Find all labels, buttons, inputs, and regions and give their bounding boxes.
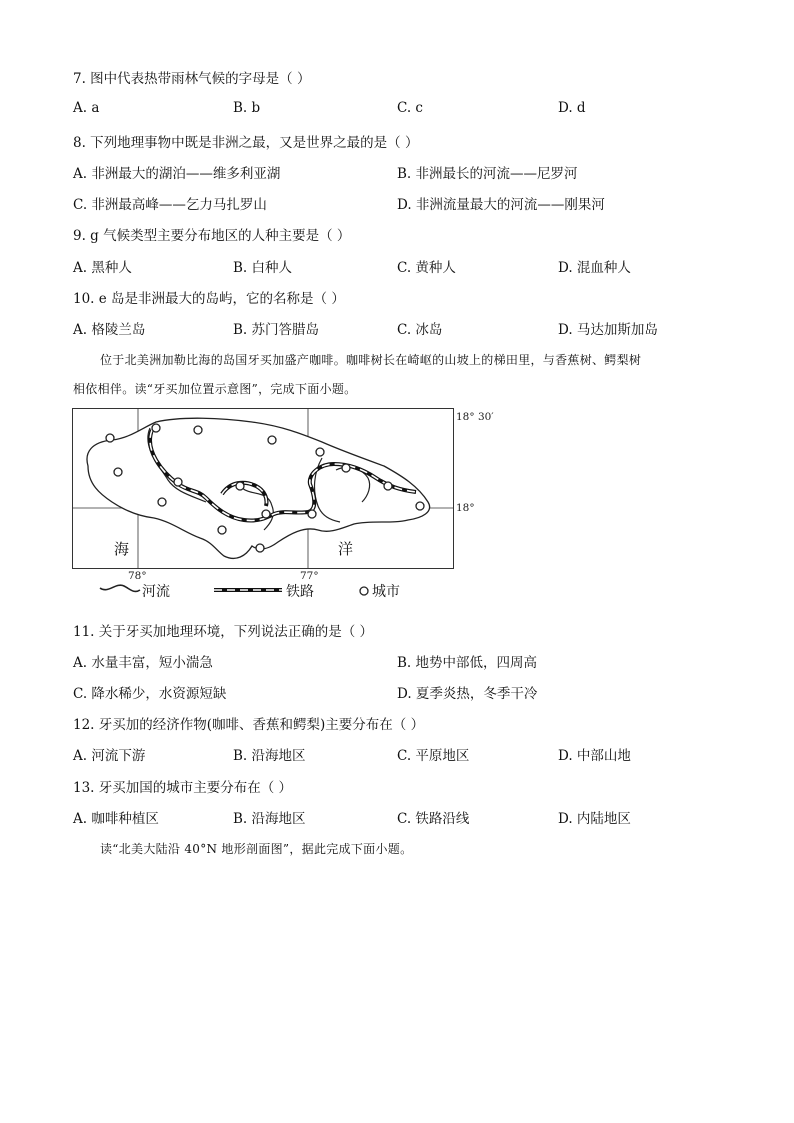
question-11-option-b[interactable]: B. 地势中部低，四周高 — [397, 655, 538, 671]
question-12-option-c[interactable]: C. 平原地区 — [397, 748, 470, 764]
question-13-option-a[interactable]: A. 咖啡种植区 — [73, 811, 159, 827]
question-10-option-a[interactable]: A. 格陵兰岛 — [73, 322, 146, 338]
city-marker — [158, 498, 166, 506]
city-marker — [152, 424, 160, 432]
question-7-option-b[interactable]: B. b — [233, 100, 261, 116]
city-marker — [268, 436, 276, 444]
jamaica-location-map — [72, 406, 502, 602]
city-marker — [342, 464, 350, 472]
question-8-option-a[interactable]: A. 非洲最大的湖泊——维多利亚湖 — [73, 166, 281, 182]
latitude-label-mid: 18° — [456, 502, 475, 514]
question-13-stem: 13. 牙买加国的城市主要分布在（ ） — [73, 780, 293, 796]
profile-intro: 读“北美大陆沿 40°N 地形剖面图”，据此完成下面小题。 — [100, 842, 413, 856]
question-10-option-c[interactable]: C. 冰岛 — [397, 322, 443, 338]
longitude-label-77: 77° — [300, 570, 319, 582]
question-9-stem: 9. g 气候类型主要分布地区的人种主要是（ ） — [73, 228, 351, 244]
question-7-stem: 7. 图中代表热带雨林气候的字母是（ ） — [73, 71, 311, 87]
question-12-option-a[interactable]: A. 河流下游 — [73, 748, 146, 764]
legend-river-symbol — [100, 585, 140, 591]
question-13-option-d[interactable]: D. 内陆地区 — [558, 811, 631, 827]
city-marker — [316, 448, 324, 456]
city-marker — [194, 426, 202, 434]
legend-railway-label: 铁路 — [286, 584, 314, 600]
legend-city-symbol — [360, 587, 368, 595]
city-marker — [106, 434, 114, 442]
question-10-option-b[interactable]: B. 苏门答腊岛 — [233, 322, 320, 338]
longitude-label-78: 78° — [128, 570, 147, 582]
city-marker — [218, 526, 226, 534]
question-12-option-d[interactable]: D. 中部山地 — [558, 748, 631, 764]
legend-river-label: 河流 — [142, 584, 170, 600]
question-12-option-b[interactable]: B. 沿海地区 — [233, 748, 306, 764]
city-marker — [174, 478, 182, 486]
city-marker — [256, 544, 264, 552]
legend-city-label: 城市 — [372, 584, 400, 600]
sea-label-left: 海 — [114, 540, 130, 558]
city-marker — [416, 502, 424, 510]
question-7-option-a[interactable]: A. a — [73, 100, 100, 116]
question-8-stem: 8. 下列地理事物中既是非洲之最，又是世界之最的是（ ） — [73, 135, 419, 151]
question-9-option-a[interactable]: A. 黑种人 — [73, 260, 132, 276]
question-7-option-d[interactable]: D. d — [558, 100, 586, 116]
question-11-option-c[interactable]: C. 降水稀少，水资源短缺 — [73, 686, 227, 702]
latitude-label-top: 18° 30′ — [456, 411, 494, 423]
jamaica-intro-line-2: 相依相伴。读“牙买加位置示意图”，完成下面小题。 — [73, 382, 357, 396]
city-marker — [308, 510, 316, 518]
city-marker — [236, 482, 244, 490]
jamaica-intro-line-1: 位于北美洲加勒比海的岛国牙买加盛产咖啡。咖啡树长在崎岖的山坡上的梯田里，与香蕉树、鳄梨树 — [100, 353, 642, 367]
question-10-stem: 10. e 岛是非洲最大的岛屿，它的名称是（ ） — [73, 291, 345, 307]
city-marker — [262, 510, 270, 518]
question-10-option-d[interactable]: D. 马达加斯加岛 — [558, 322, 658, 338]
city-marker — [384, 482, 392, 490]
question-8-option-d[interactable]: D. 非洲流量最大的河流——刚果河 — [397, 197, 605, 213]
city-marker — [114, 468, 122, 476]
question-8-option-b[interactable]: B. 非洲最长的河流——尼罗河 — [397, 166, 578, 182]
sea-label-right: 洋 — [338, 540, 354, 558]
question-8-option-c[interactable]: C. 非洲最高峰——乞力马扎罗山 — [73, 197, 267, 213]
question-13-option-b[interactable]: B. 沿海地区 — [233, 811, 306, 827]
question-13-option-c[interactable]: C. 铁路沿线 — [397, 811, 470, 827]
question-11-option-a[interactable]: A. 水量丰富，短小湍急 — [73, 655, 213, 671]
question-9-option-c[interactable]: C. 黄种人 — [397, 260, 456, 276]
question-9-option-b[interactable]: B. 白种人 — [233, 260, 293, 276]
question-7-option-c[interactable]: C. c — [397, 100, 423, 116]
question-11-option-d[interactable]: D. 夏季炎热，冬季干冷 — [397, 686, 538, 702]
question-12-stem: 12. 牙买加的经济作物(咖啡、香蕉和鳄梨)主要分布在（ ） — [73, 717, 425, 733]
question-9-option-d[interactable]: D. 混血种人 — [558, 260, 631, 276]
question-11-stem: 11. 关于牙买加地理环境，下列说法正确的是（ ） — [73, 624, 374, 640]
